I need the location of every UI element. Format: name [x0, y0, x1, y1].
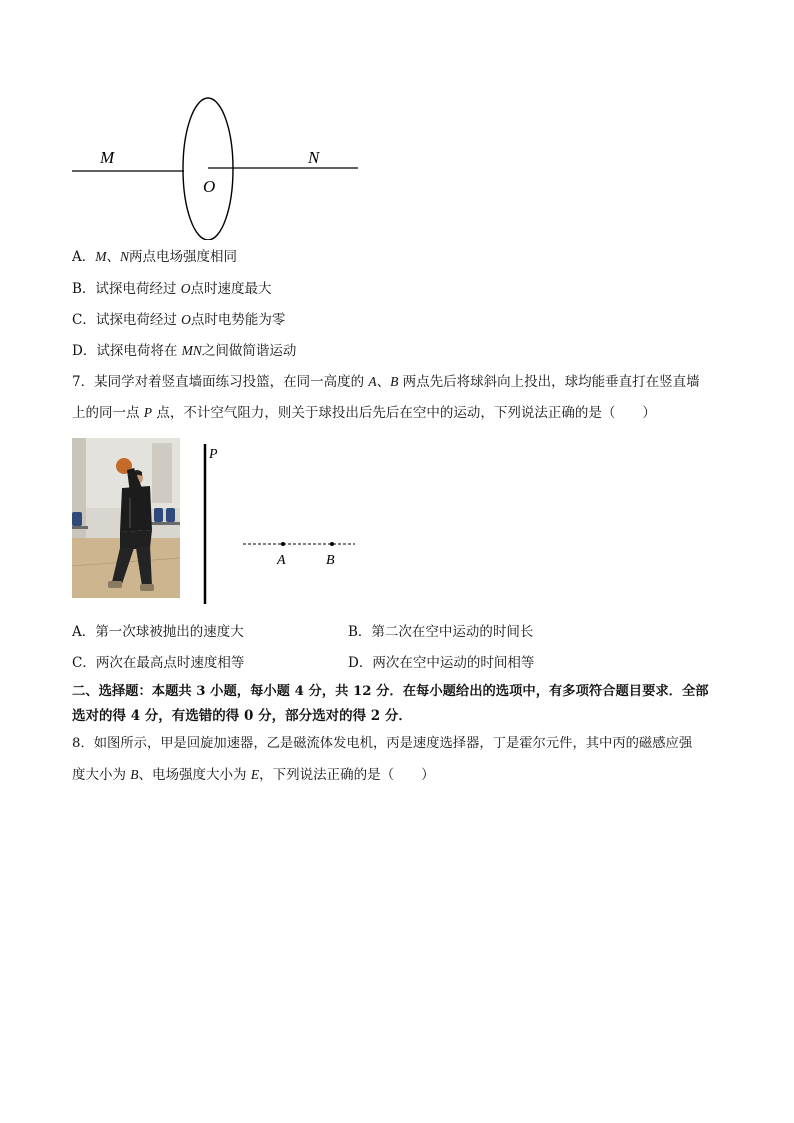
q8-stem-line1: 8．如图所示，甲是回旋加速器，乙是磁流体发电机，丙是速度选择器，丁是霍尔元件，其中丙的磁感应强 [72, 736, 693, 751]
q6-option-a: A．M、N两点电场强度相同 [72, 249, 238, 265]
q7-option-a: A．第一次球被抛出的速度大 [72, 624, 244, 640]
label-m: M [100, 148, 115, 167]
point-a [281, 542, 285, 546]
label-b: B [326, 553, 335, 568]
point-b [330, 542, 334, 546]
label-a: A [277, 553, 286, 568]
section2-instruction-line1: 二、选择题：本题共 3 小题，每小题 4 分，共 12 分．在每小题给出的选项中，有多项符合题目要求．全部 [72, 684, 709, 699]
q8-stem-line2: 度大小为 B、电场强度大小为 E，下列说法正确的是（ ） [72, 767, 435, 783]
q6-option-c: C．试探电荷经过 O点时电势能为零 [72, 312, 286, 328]
label-n: N [308, 148, 320, 167]
q7-stem-line1: 7．某同学对着竖直墙面练习投篮，在同一高度的 A、B 两点先后将球斜向上投出，球均能垂直打在竖直墙 [72, 374, 700, 390]
ring-charge-figure [60, 90, 370, 240]
q7-option-b: B．第二次在空中运动的时间长 [348, 624, 534, 640]
charged-ring [183, 98, 233, 240]
q7-option-d: D．两次在空中运动的时间相等 [348, 655, 535, 671]
q6-option-b: B．试探电荷经过 O点时速度最大 [72, 281, 272, 297]
q7-stem-line2: 上的同一点 P 点，不计空气阻力，则关于球投出后先后在空中的运动，下列说法正确的是（ ） [72, 405, 656, 421]
label-o: O [203, 177, 216, 196]
q7-option-c: C．两次在最高点时速度相等 [72, 655, 245, 671]
wall-diagram [195, 440, 365, 608]
basketball-player-photo [72, 438, 180, 598]
section2-instruction-line2: 选对的得 4 分，有选错的得 0 分，部分选对的得 2 分． [72, 708, 412, 724]
q6-option-d: D．试探电荷将在 MN之间做简谐运动 [72, 343, 297, 359]
label-p: P [209, 447, 218, 462]
